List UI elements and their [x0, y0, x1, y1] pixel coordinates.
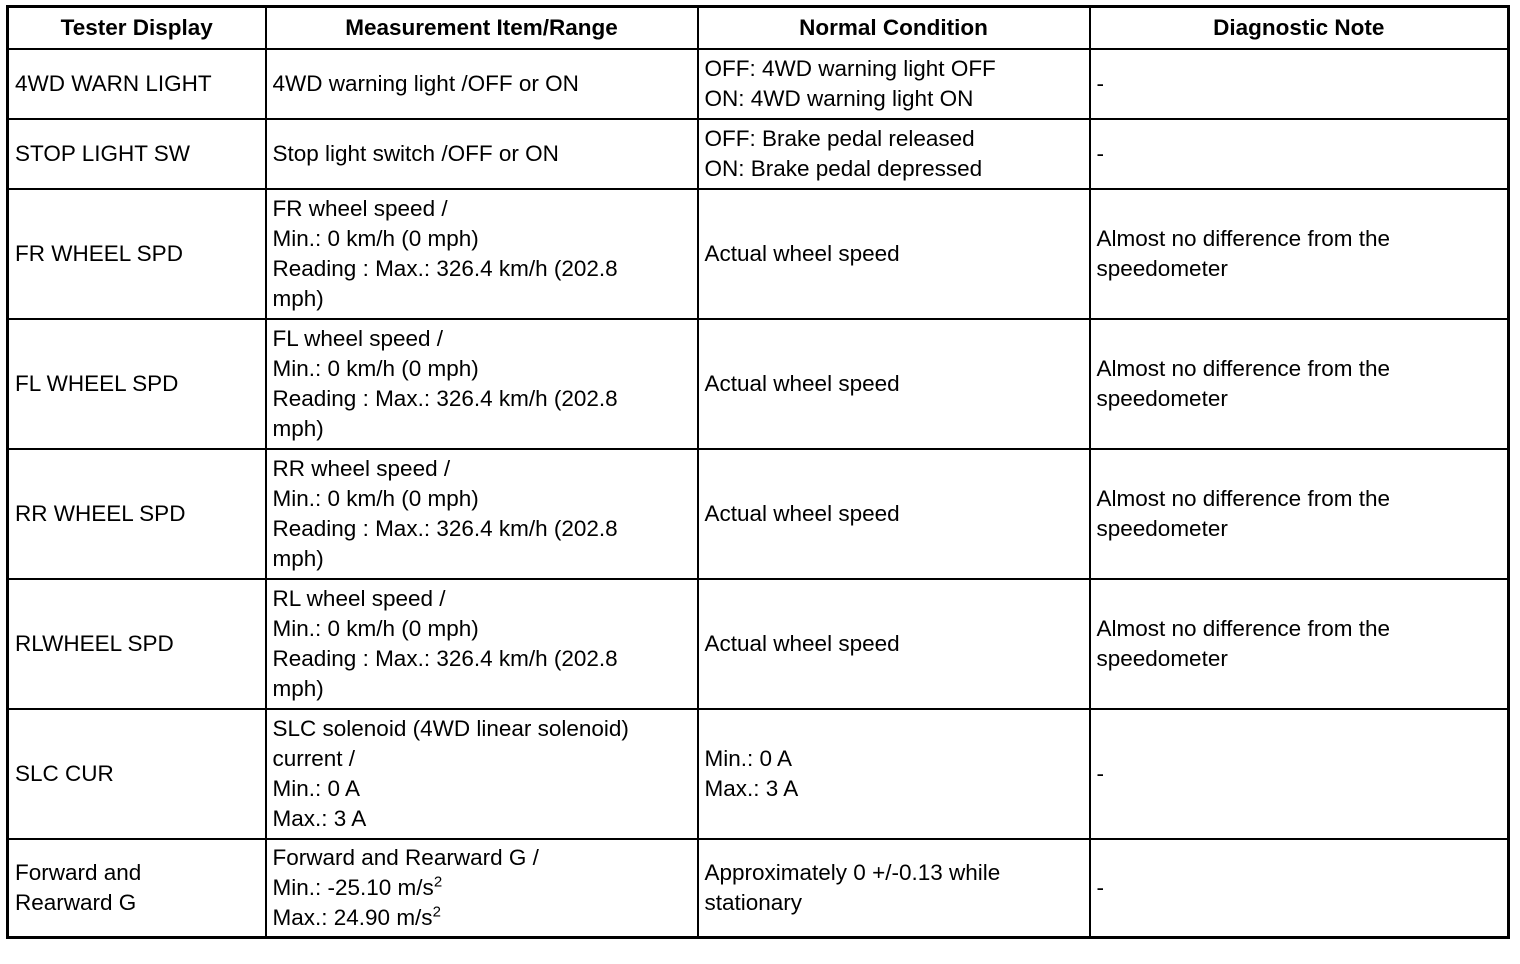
table-row — [8, 839, 1509, 938]
cell-diagnostic-note: Almost no difference from the speedometer — [1090, 449, 1509, 579]
cell-normal-condition: Actual wheel speed — [698, 189, 1090, 319]
table-row — [8, 189, 1509, 319]
cell-diagnostic-note: Almost no difference from the speedometer — [1090, 579, 1509, 709]
cell-normal-condition: Min.: 0 A Max.: 3 A — [698, 709, 1090, 839]
table-row — [8, 709, 1509, 839]
header-diagnostic-note: Diagnostic Note — [1090, 7, 1509, 50]
cell-normal-condition: Actual wheel speed — [698, 319, 1090, 449]
table-row — [8, 449, 1509, 579]
header-measurement-item: Measurement Item/Range — [266, 7, 698, 50]
cell-normal-condition: Approximately 0 +/-0.13 while stationary — [698, 839, 1090, 938]
table-row — [8, 319, 1509, 449]
cell-diagnostic-note: - — [1090, 839, 1509, 938]
cell-diagnostic-note: Almost no difference from the speedometer — [1090, 319, 1509, 449]
cell-normal-condition: Actual wheel speed — [698, 579, 1090, 709]
min-value: Min.: -25.10 m/s — [272, 875, 434, 900]
unit-exponent: 2 — [432, 903, 441, 921]
cell-measurement-item: FL wheel speed / Min.: 0 km/h (0 mph) Reading : Max.: 326.4 km/h (202.8 mph) — [266, 319, 698, 449]
measurement-table — [6, 5, 1510, 939]
cell-normal-condition: OFF: 4WD warning light OFF ON: 4WD warning light ON — [698, 49, 1090, 119]
cell-diagnostic-note: - — [1090, 709, 1509, 839]
cell-diagnostic-note: - — [1090, 119, 1509, 189]
cell-tester-display: STOP LIGHT SW — [8, 119, 266, 189]
table-row — [8, 579, 1509, 709]
cell-measurement-item: SLC solenoid (4WD linear solenoid) current / Min.: 0 A Max.: 3 A — [266, 709, 698, 839]
cell-measurement-item — [266, 839, 698, 938]
cell-measurement-item: Stop light switch /OFF or ON — [266, 119, 698, 189]
measurement-item-max — [273, 903, 691, 933]
cell-tester-display: FL WHEEL SPD — [8, 319, 266, 449]
cell-tester-display: RLWHEEL SPD — [8, 579, 266, 709]
cell-diagnostic-note: Almost no difference from the speedometer — [1090, 189, 1509, 319]
header-normal-condition: Normal Condition — [698, 7, 1090, 50]
unit-exponent: 2 — [433, 873, 443, 891]
cell-measurement-item: RR wheel speed / Min.: 0 km/h (0 mph) Reading : Max.: 326.4 km/h (202.8 mph) — [266, 449, 698, 579]
cell-tester-display: RR WHEEL SPD — [8, 449, 266, 579]
header-tester-display: Tester Display — [8, 7, 266, 50]
cell-tester-display: FR WHEEL SPD — [8, 189, 266, 319]
table-row — [8, 49, 1509, 119]
table-row — [8, 119, 1509, 189]
cell-tester-display: SLC CUR — [8, 709, 266, 839]
cell-measurement-item: FR wheel speed / Min.: 0 km/h (0 mph) Reading : Max.: 326.4 km/h (202.8 mph) — [266, 189, 698, 319]
table-header-row — [8, 7, 1509, 50]
cell-tester-display: Forward and Rearward G — [8, 839, 266, 938]
measurement-item-min — [273, 873, 691, 903]
cell-diagnostic-note: - — [1090, 49, 1509, 119]
max-value: Max.: 24.90 m/s — [272, 905, 433, 930]
cell-normal-condition: OFF: Brake pedal released ON: Brake pedal depressed — [698, 119, 1090, 189]
measurement-item-title: Forward and Rearward G / — [272, 845, 539, 870]
cell-measurement-item: 4WD warning light /OFF or ON — [266, 49, 698, 119]
cell-normal-condition: Actual wheel speed — [698, 449, 1090, 579]
cell-measurement-item: RL wheel speed / Min.: 0 km/h (0 mph) Reading : Max.: 326.4 km/h (202.8 mph) — [266, 579, 698, 709]
cell-tester-display: 4WD WARN LIGHT — [8, 49, 266, 119]
